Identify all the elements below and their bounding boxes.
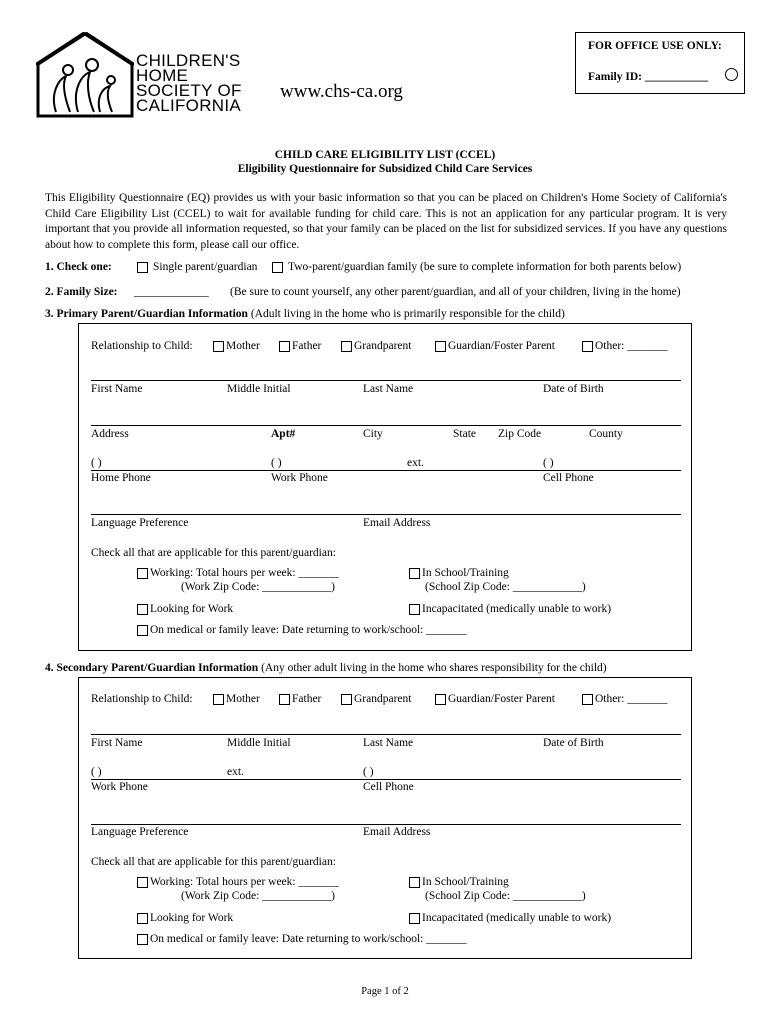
grandparent-checkbox[interactable] — [341, 341, 352, 352]
middle-initial-label: Middle Initial — [227, 383, 291, 395]
address-line[interactable] — [91, 425, 681, 426]
home-phone-label: Home Phone — [91, 472, 151, 484]
office-use-box — [575, 32, 745, 94]
incapacitated-label: Incapacitated (medically unable to work) — [422, 912, 612, 924]
foster-checkbox[interactable] — [435, 694, 446, 705]
work-phone-paren: ( ) — [91, 766, 102, 778]
check-all-label: Check all that are applicable for this parent/guardian: — [91, 547, 336, 559]
home-phone-paren: ( ) — [91, 457, 102, 469]
name-line[interactable] — [91, 734, 681, 735]
family-id-label: Family ID: ___________ — [588, 71, 709, 83]
city-label: City — [363, 428, 383, 440]
secondary-section-note: (Any other adult living in the home who shares responsibility for the child) — [261, 662, 607, 674]
foster-checkbox[interactable] — [435, 341, 446, 352]
work-zip-label: (Work Zip Code: ____________) — [181, 890, 335, 902]
two-parent-checkbox[interactable] — [272, 262, 283, 273]
office-use-title: FOR OFFICE USE ONLY: — [588, 40, 722, 52]
logo-line: CALIFORNIA — [136, 96, 242, 115]
school-label: In School/Training — [422, 567, 509, 579]
check-all-label: Check all that are applicable for this parent/guardian: — [91, 856, 336, 868]
last-name-label: Last Name — [363, 383, 414, 395]
leave-checkbox[interactable] — [137, 934, 148, 945]
looking-checkbox[interactable] — [137, 604, 148, 615]
two-parent-label: Two-parent/guardian family (be sure to complete information for both parents below) — [288, 261, 682, 273]
email-label: Email Address — [363, 517, 431, 529]
work-ext-label: ext. — [227, 766, 244, 778]
first-name-label: First Name — [91, 383, 143, 395]
relationship-label: Relationship to Child: — [91, 340, 193, 352]
work-phone-paren: ( ) — [271, 457, 282, 469]
family-size-field[interactable]: _____________ — [134, 286, 209, 298]
working-label: Working: Total hours per week: _______ — [150, 876, 339, 888]
school-label: In School/Training — [422, 876, 509, 888]
grandparent-label: Grandparent — [354, 693, 412, 705]
school-zip-label: (School Zip Code: ____________) — [425, 581, 586, 593]
incapacitated-checkbox[interactable] — [409, 604, 420, 615]
logo-line: CHILDREN'S — [136, 51, 241, 70]
primary-guardian-section — [78, 323, 692, 651]
working-checkbox[interactable] — [137, 568, 148, 579]
father-checkbox[interactable] — [279, 341, 290, 352]
page-number: Page 1 of 2 — [361, 986, 409, 997]
language-line[interactable] — [91, 824, 681, 825]
work-zip-label: (Work Zip Code: ____________) — [181, 581, 335, 593]
language-label: Language Preference — [91, 826, 189, 838]
language-line[interactable] — [91, 514, 681, 515]
logo-line: HOME — [136, 66, 189, 85]
relationship-label: Relationship to Child: — [91, 693, 193, 705]
mother-label: Mother — [226, 340, 260, 352]
name-line[interactable] — [91, 380, 681, 381]
mother-label: Mother — [226, 693, 260, 705]
dob-label: Date of Birth — [543, 737, 604, 749]
secondary-section-heading — [45, 662, 607, 674]
looking-label: Looking for Work — [150, 912, 234, 924]
county-label: County — [589, 428, 623, 440]
other-label: Other: _______ — [595, 693, 668, 705]
house-family-logo-icon — [36, 32, 134, 118]
logo-line: SOCIETY OF — [136, 81, 242, 100]
family-size-note: (Be sure to count yourself, any other parent/guardian, and all of your children, living in the home) — [230, 286, 681, 298]
last-name-label: Last Name — [363, 737, 414, 749]
page-title: CHILD CARE ELIGIBILITY LIST (CCEL) — [274, 149, 496, 161]
email-label: Email Address — [363, 826, 431, 838]
mother-checkbox[interactable] — [213, 694, 224, 705]
other-checkbox[interactable] — [582, 341, 593, 352]
cell-phone-paren: ( ) — [363, 766, 374, 778]
cell-phone-label: Cell Phone — [363, 781, 414, 793]
father-label: Father — [292, 693, 322, 705]
incapacitated-label: Incapacitated (medically unable to work) — [422, 603, 612, 615]
cell-phone-label: Cell Phone — [543, 472, 594, 484]
mother-checkbox[interactable] — [213, 341, 224, 352]
grandparent-checkbox[interactable] — [341, 694, 352, 705]
foster-label: Guardian/Foster Parent — [448, 340, 555, 352]
leave-checkbox[interactable] — [137, 625, 148, 636]
work-phone-label: Work Phone — [271, 472, 328, 484]
first-name-label: First Name — [91, 737, 143, 749]
single-parent-label: Single parent/guardian — [153, 261, 258, 273]
working-checkbox[interactable] — [137, 877, 148, 888]
leave-label: On medical or family leave: Date returning to work/school: _______ — [150, 624, 467, 636]
school-checkbox[interactable] — [409, 568, 420, 579]
primary-section-label: 3. Primary Parent/Guardian Information — [45, 308, 248, 320]
zip-label: Zip Code — [498, 428, 542, 440]
other-label: Other: _______ — [595, 340, 668, 352]
intro-paragraph: This Eligibility Questionnaire (EQ) provides us with your basic information so that you can be placed on Children's Home Society of California's Child Care Eligibility List (CCEL) to wait for available funding for child care. This is not an application for any particular program. It is very important that you provide all information requested, so that your family can be placed on the list for subsidized services. If you have any questions about how to complete this form, please call our office. — [45, 192, 727, 251]
work-phone-label: Work Phone — [91, 781, 148, 793]
language-label: Language Preference — [91, 517, 189, 529]
grandparent-label: Grandparent — [354, 340, 412, 352]
website-url: www.chs-ca.org — [280, 81, 403, 102]
cell-phone-paren: ( ) — [543, 457, 554, 469]
primary-section-heading — [45, 308, 565, 320]
family-size-label: 2. Family Size: — [45, 286, 118, 298]
leave-label: On medical or family leave: Date returning to work/school: _______ — [150, 933, 467, 945]
school-zip-label: (School Zip Code: ____________) — [425, 890, 586, 902]
incapacitated-checkbox[interactable] — [409, 913, 420, 924]
apt-label: Apt# — [271, 428, 296, 440]
dob-label: Date of Birth — [543, 383, 604, 395]
school-checkbox[interactable] — [409, 877, 420, 888]
other-checkbox[interactable] — [582, 694, 593, 705]
working-label: Working: Total hours per week: _______ — [150, 567, 339, 579]
page-subtitle: Eligibility Questionnaire for Subsidized Child Care Services — [237, 163, 533, 175]
looking-label: Looking for Work — [150, 603, 234, 615]
primary-section-note: (Adult living in the home who is primarily responsible for the child) — [250, 308, 565, 320]
phone-line[interactable] — [91, 470, 681, 471]
father-checkbox[interactable] — [279, 694, 290, 705]
check-one-label: 1. Check one: — [45, 261, 112, 273]
middle-initial-label: Middle Initial — [227, 737, 291, 749]
circle-icon — [725, 68, 738, 81]
single-parent-checkbox[interactable] — [137, 262, 148, 273]
secondary-guardian-section — [78, 677, 692, 959]
address-label: Address — [91, 428, 129, 440]
foster-label: Guardian/Foster Parent — [448, 693, 555, 705]
state-label: State — [453, 428, 476, 440]
phone-line[interactable] — [91, 779, 681, 780]
secondary-section-label: 4. Secondary Parent/Guardian Information — [45, 662, 259, 674]
work-ext-label: ext. — [407, 457, 424, 469]
looking-checkbox[interactable] — [137, 913, 148, 924]
father-label: Father — [292, 340, 322, 352]
